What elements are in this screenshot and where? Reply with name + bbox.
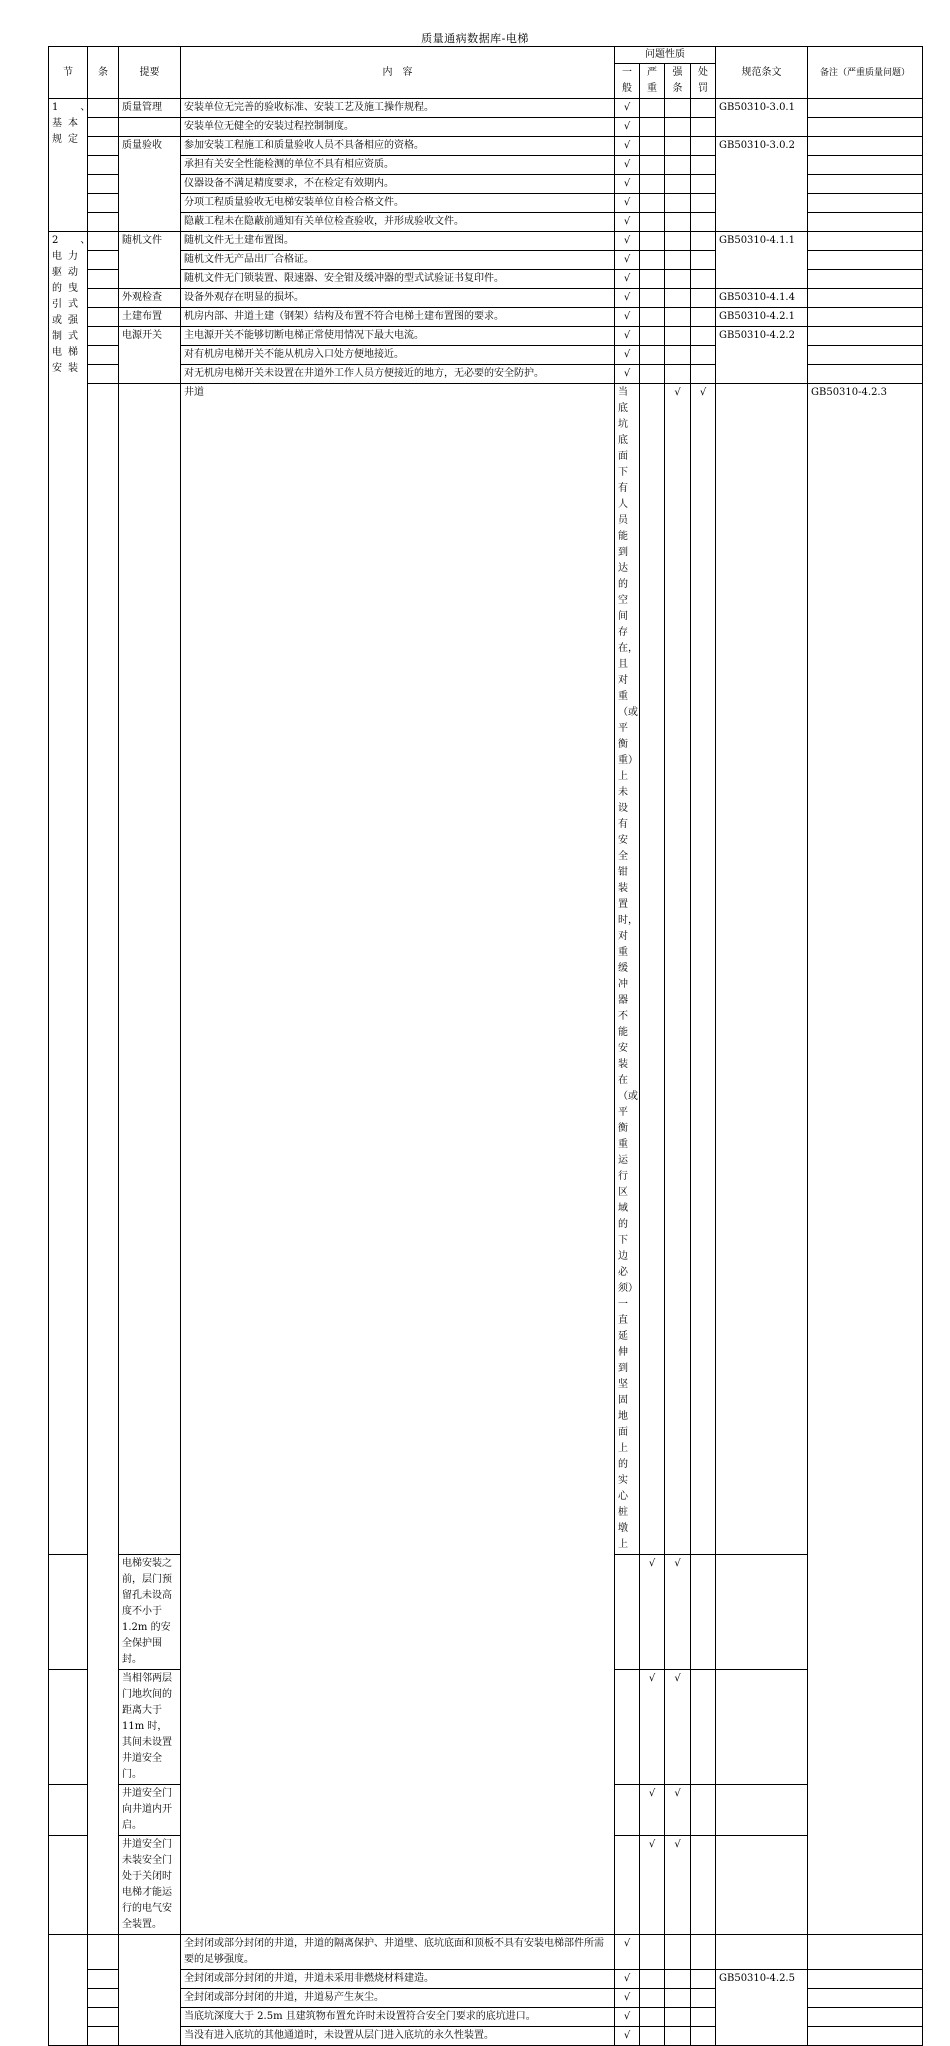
general-cell: √	[615, 99, 640, 118]
general-cell	[640, 384, 665, 1555]
table-row	[49, 289, 923, 308]
remark-cell	[808, 156, 923, 175]
standard-cell: GB50310-3.0.2	[716, 137, 808, 232]
article-cell	[88, 1935, 119, 1970]
article-cell	[88, 346, 119, 365]
content-cell: 全封闭或部分封闭的井道，井道未采用非燃烧材料建造。	[181, 1970, 615, 1989]
content-cell: 井道安全门未装安全门处于关闭时电梯才能运行的电气安全装置。	[119, 1836, 181, 1935]
section-cell	[49, 1935, 88, 2046]
article-cell	[49, 1555, 88, 1670]
standard-cell: GB50310-3.0.1	[716, 99, 808, 137]
mandatory-cell	[665, 99, 691, 118]
serious-cell: √	[640, 1555, 665, 1670]
section-cell: 2 、电力驱动的曳引式或强制式电梯安装	[49, 232, 88, 1555]
table-row	[49, 137, 923, 156]
penalty-cell	[691, 99, 716, 118]
content-cell: 隐蔽工程未在隐蔽前通知有关单位检查验收，并形成验收文件。	[181, 213, 615, 232]
remark-cell	[808, 1989, 923, 2008]
table-row	[49, 99, 923, 118]
col-mandatory: 强条	[665, 64, 691, 99]
remark-cell	[808, 213, 923, 232]
remark-cell	[808, 1935, 923, 1970]
page-title: 质量通病数据库-电梯	[421, 32, 529, 45]
summary-cell: 井道	[181, 384, 615, 1935]
remark-cell	[716, 1785, 808, 1836]
article-cell	[88, 251, 119, 270]
content-cell: 全封闭或部分封闭的井道，井道的隔离保护、井道壁、底坑底面和顶板不具有安装电梯部件所需要的足够强度。	[181, 1935, 615, 1970]
general-cell: √	[615, 1989, 640, 2008]
article-cell	[88, 1989, 119, 2008]
article-cell	[88, 308, 119, 327]
summary-cell: 电源开关	[119, 327, 181, 384]
section-cell	[88, 384, 119, 1935]
content-cell: 安装单位无健全的安装过程控制制度。	[181, 118, 615, 137]
remark-cell	[808, 2008, 923, 2027]
content-cell: 全封闭或部分封闭的井道，井道易产生灰尘。	[181, 1989, 615, 2008]
content-cell: 当没有进入底坑的其他通道时，未设置从层门进入底坑的永久性装置。	[181, 2027, 615, 2046]
general-cell: √	[615, 213, 640, 232]
general-cell: √	[615, 346, 640, 365]
serious-cell	[640, 99, 665, 118]
content-cell: 对无机房电梯开关未设置在井道外工作人员方便接近的地方，无必要的安全防护。	[181, 365, 615, 384]
serious-cell: √	[640, 1836, 665, 1935]
content-cell: 设备外观存在明显的损坏。	[181, 289, 615, 308]
remark-cell	[716, 1555, 808, 1670]
general-cell: √	[615, 232, 640, 251]
col-article: 条	[88, 47, 119, 99]
article-cell	[88, 175, 119, 194]
general-cell: √	[615, 365, 640, 384]
article-cell	[88, 213, 119, 232]
general-cell: √	[615, 137, 640, 156]
remark-cell	[808, 137, 923, 156]
col-general: 一般	[615, 64, 640, 99]
remark-cell	[716, 1670, 808, 1785]
general-cell: √	[615, 327, 640, 346]
general-cell: √	[615, 1970, 640, 1989]
article-cell	[49, 1785, 88, 1836]
article-cell	[88, 118, 119, 137]
col-penalty: 处罚	[691, 64, 716, 99]
content-cell: 当相邻两层门地坎间的距离大于 11m 时，其间未设置井道安全门。	[119, 1670, 181, 1785]
header-row	[49, 47, 923, 64]
content-cell: 对有机房电梯开关不能从机房入口处方便地接近。	[181, 346, 615, 365]
article-cell	[88, 289, 119, 308]
content-cell: 承担有关安全性能检测的单位不具有相应资质。	[181, 156, 615, 175]
col-summary: 提要	[119, 47, 181, 99]
article-cell	[88, 2008, 119, 2027]
standard-cell: GB50310-4.1.4	[716, 289, 808, 308]
general-cell: √	[615, 2008, 640, 2027]
mandatory-cell: √	[665, 1670, 691, 1785]
article-cell	[88, 327, 119, 346]
article-cell	[88, 137, 119, 156]
article-cell	[88, 1970, 119, 1989]
content-cell: 参加安装工程施工和质量验收人员不具备相应的资格。	[181, 137, 615, 156]
remark-cell	[808, 2027, 923, 2046]
standard-cell	[716, 1935, 808, 1970]
remark-cell	[808, 118, 923, 137]
remark-cell	[808, 175, 923, 194]
remark-cell	[716, 1836, 808, 1935]
content-cell: 电梯安装之前，层门预留孔未设高度不小于 1.2m 的安全保护围封。	[119, 1555, 181, 1670]
content-cell: 当底坑深度大于 2.5m 且建筑物布置允许时未设置符合安全门要求的底坑进口。	[181, 2008, 615, 2027]
col-nature-group: 问题性质	[615, 47, 716, 64]
remark-cell	[808, 194, 923, 213]
col-serious: 严重	[640, 64, 665, 99]
summary-cell	[119, 118, 181, 137]
remark-cell	[808, 365, 923, 384]
content-cell: 分项工程质量验收无电梯安装单位自检合格文件。	[181, 194, 615, 213]
content-cell: 机房内部、井道土建（钢架）结构及布置不符合电梯土建布置图的要求。	[181, 308, 615, 327]
content-cell: 随机文件无土建布置图。	[181, 232, 615, 251]
remark-cell	[808, 1970, 923, 1989]
general-cell: √	[615, 308, 640, 327]
remark-cell	[808, 251, 923, 270]
remark-cell	[808, 327, 923, 346]
content-cell: 随机文件无产品出厂合格证。	[181, 251, 615, 270]
standard-cell: GB50310-4.2.2	[716, 327, 808, 384]
content-cell: 随机文件无门锁装置、限速器、安全钳及缓冲器的型式试验证书复印件。	[181, 270, 615, 289]
article-cell	[88, 156, 119, 175]
general-cell: √	[615, 156, 640, 175]
remark-cell	[808, 99, 923, 118]
summary-cell	[119, 1935, 181, 2046]
remark-cell	[808, 270, 923, 289]
penalty-cell	[716, 384, 808, 1555]
standard-cell: GB50310-4.1.1	[716, 232, 808, 289]
table-row	[49, 232, 923, 251]
remark-cell	[808, 308, 923, 327]
content-cell: 当底坑底面下有人员能到达的空间存在，且对重（或平衡重）上未设有安全钳装置时，对重缓冲器不能安装在（或平衡重运行区域的下边必须）一直延伸到坚固地面上的实心桩墩上	[615, 384, 640, 1555]
general-cell: √	[615, 2027, 640, 2046]
remark-cell	[808, 289, 923, 308]
general-cell: √	[615, 270, 640, 289]
remark-cell	[808, 346, 923, 365]
content-cell: 安装单位无完善的验收标准、安装工艺及施工操作规程。	[181, 99, 615, 118]
general-cell: √	[615, 289, 640, 308]
mandatory-cell: √	[665, 1555, 691, 1670]
article-cell	[119, 384, 181, 1555]
general-cell: √	[615, 1935, 640, 1970]
serious-cell: √	[640, 1670, 665, 1785]
standard-cell: GB50310-4.2.1	[716, 308, 808, 327]
article-cell	[49, 1836, 88, 1935]
col-section: 节	[49, 47, 88, 99]
defect-table	[48, 46, 923, 2046]
summary-cell: 随机文件	[119, 232, 181, 289]
article-cell	[88, 365, 119, 384]
summary-cell: 外观检查	[119, 289, 181, 308]
mandatory-cell: √	[691, 384, 716, 1555]
general-cell: √	[615, 118, 640, 137]
article-cell	[88, 270, 119, 289]
mandatory-cell: √	[665, 1785, 691, 1836]
table-row	[49, 384, 923, 1555]
remark-cell	[808, 232, 923, 251]
general-cell: √	[615, 175, 640, 194]
standard-cell: GB50310-4.2.5	[716, 1970, 808, 2046]
table-row	[49, 327, 923, 346]
section-cell: 1 、基本规定	[49, 99, 88, 232]
content-cell: 井道安全门向井道内开启。	[119, 1785, 181, 1836]
col-content: 内 容	[181, 47, 615, 99]
table-row	[49, 308, 923, 327]
article-cell	[88, 2027, 119, 2046]
summary-cell: 质量管理	[119, 99, 181, 118]
general-cell: √	[615, 194, 640, 213]
col-remark: 备注（严重质量问题）	[808, 47, 923, 99]
article-cell	[88, 194, 119, 213]
summary-cell: 土建布置	[119, 308, 181, 327]
mandatory-cell: √	[665, 1836, 691, 1935]
content-cell: 主电源开关不能够切断电梯正常使用情况下最大电流。	[181, 327, 615, 346]
content-cell: 仪器设备不满足精度要求，不在检定有效期内。	[181, 175, 615, 194]
summary-cell: 质量验收	[119, 137, 181, 232]
standard-cell: GB50310-4.2.3	[808, 384, 923, 1935]
article-cell	[49, 1670, 88, 1785]
table-row	[49, 1970, 923, 1989]
general-cell: √	[615, 251, 640, 270]
col-standard: 规范条文	[716, 47, 808, 99]
table-row	[49, 1935, 923, 1970]
serious-cell: √	[640, 1785, 665, 1836]
serious-cell: √	[665, 384, 691, 1555]
